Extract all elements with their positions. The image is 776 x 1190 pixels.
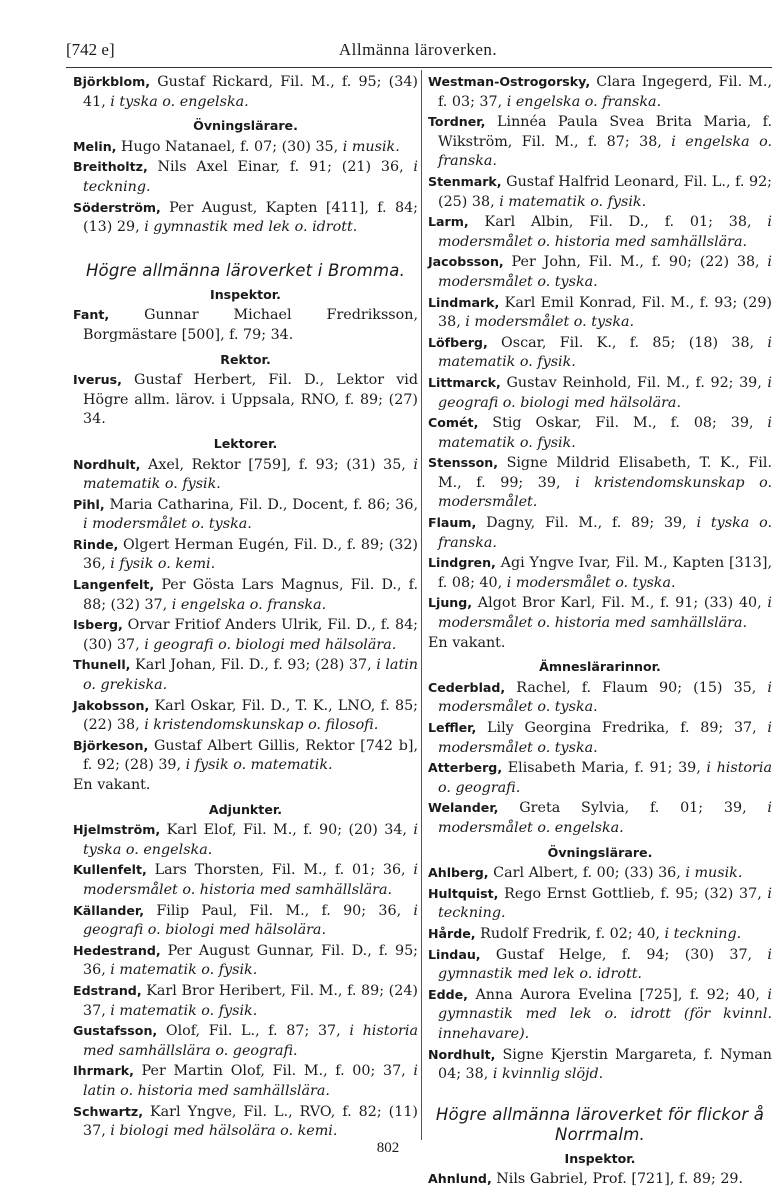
staff-entry [428, 172, 772, 212]
column-divider [421, 70, 422, 1140]
section-heading: Rektor. [220, 351, 271, 367]
staff-subjects: i kristendomskunskap o. modersmålet. [438, 474, 772, 511]
staff-entry [428, 293, 772, 333]
staff-name: Hårde, [428, 925, 476, 941]
staff-entry [428, 758, 772, 798]
staff-subjects: i musik. [685, 865, 743, 882]
running-header [66, 40, 770, 66]
staff-details: Karl Albin, Fil. D., f. 01; 38, [468, 214, 768, 231]
staff-name: Comét, [428, 415, 479, 431]
staff-name: Rinde, [73, 536, 119, 552]
staff-entry [73, 901, 418, 941]
staff-entry [428, 945, 772, 985]
staff-name: Larm, [428, 214, 469, 230]
staff-details: Karl Yngve, Fil. L., RVO, f. 82; (11) 37, [83, 1103, 418, 1140]
staff-entry [428, 252, 772, 292]
staff-name: Ljung, [428, 595, 473, 611]
staff-name: Tordner, [428, 114, 486, 130]
staff-subjects: i modersmålet o. historia med samhällslära. [438, 214, 772, 250]
staff-entry [73, 305, 418, 345]
staff-name: Edstrand, [73, 982, 142, 998]
staff-entry [428, 718, 772, 758]
staff-name: Pihl, [73, 496, 105, 512]
staff-name: Ahlberg, [428, 865, 489, 881]
staff-name: Flaum, [428, 515, 477, 531]
staff-subjects: i modersmålet o. tyska. [83, 516, 252, 533]
staff-entry [428, 1045, 772, 1085]
staff-name: Thunell, [73, 657, 131, 673]
staff-details: Anna Aurora Evelina [725], f. 92; 40, [467, 986, 768, 1003]
staff-subjects: i gymnastik med lek o. idrott (för kvinnl. innehavare). [438, 986, 772, 1042]
staff-details: Per Martin Olof, Fil. M., f. 00; 37, [133, 1063, 414, 1080]
left-column [73, 72, 418, 1142]
school-heading: Högre allmänna läroverket för flickor å Norrmalm. [435, 1104, 765, 1144]
staff-entry [73, 1061, 418, 1101]
staff-name: Edde, [428, 986, 468, 1002]
staff-name: Jacobsson, [428, 254, 504, 270]
staff-entry [73, 615, 418, 655]
staff-name: Källander, [73, 902, 145, 918]
staff-details: Lars Thorsten, Fil. M., f. 01; 36, [146, 862, 414, 879]
staff-entry [73, 72, 418, 112]
staff-details: Nils Axel Einar, f. 91; (21) 36, [147, 159, 414, 176]
staff-subjects: i modersmålet o. engelska. [438, 800, 772, 836]
staff-subjects: i tyska o. engelska. [110, 93, 249, 110]
staff-details: Karl Emil Konrad, Fil. M., f. 93; (29) 38, [438, 294, 772, 331]
staff-subjects: i fysik o. kemi. [110, 556, 216, 573]
staff-name: Melin, [73, 138, 117, 154]
staff-subjects: i modersmålet o. tyska. [438, 254, 772, 290]
staff-entry [73, 455, 418, 495]
staff-details: Gustaf Herbert, Fil. D., Lektor vid Högre allm. lärov. i Uppsala, RNO, f. 89; (27) 34. [83, 372, 418, 428]
staff-details: Linnéa Paula Svea Brita Maria, f. Wikström, Fil. M., f. 87; 38, [438, 114, 772, 150]
staff-entry [428, 678, 772, 718]
staff-entry [428, 1169, 772, 1190]
staff-name: Westman-Ostrogorsky, [428, 74, 591, 89]
staff-subjects: i modersmålet o. historia med samhällslära. [438, 595, 772, 632]
staff-subjects: i kristendomskunskap o. filosofi. [144, 717, 379, 734]
staff-details: Hugo Natanael, f. 07; (30) 35, [116, 138, 343, 155]
staff-details: Dagny, Fil. M., f. 89; 39, [476, 515, 697, 532]
staff-details: Lily Georgina Fredrika, f. 89; 37, [476, 720, 768, 736]
staff-name: Littmarck, [428, 374, 501, 390]
staff-details: Rudolf Fredrik, f. 02; 40, [475, 925, 665, 942]
staff-subjects: i historia med samhällslära o. geografi. [83, 1023, 418, 1059]
staff-subjects: i modersmålet o. tyska. [438, 679, 772, 716]
staff-details: Gustaf Halfrid Leonard, Fil. L., f. 92; (25) 38, [438, 173, 772, 210]
staff-entry [73, 198, 418, 238]
staff-entry [428, 593, 772, 633]
staff-subjects: i biologi med hälsolära o. kemi. [110, 1123, 338, 1140]
staff-subjects: i engelska o. franska. [506, 93, 662, 110]
staff-entry [428, 884, 772, 924]
school-heading: Högre allmänna läroverket i Bromma. [85, 260, 406, 280]
staff-subjects: i engelska o. franska. [438, 133, 772, 170]
staff-details: Rego Ernst Gottlieb, f. 95; (32) 37, [498, 885, 768, 902]
staff-subjects: i tyska o. engelska. [83, 822, 418, 858]
staff-name: Kullenfelt, [73, 862, 147, 878]
staff-details: Oscar, Fil. K., f. 85; (18) 38, [487, 334, 768, 351]
staff-details: Signe Mildrid Elisabeth, T. K., Fil. M., f. 99; 39, [438, 455, 772, 491]
staff-entry [428, 798, 772, 838]
staff-entry [73, 137, 418, 158]
staff-subjects: i teckning. [83, 159, 418, 195]
section-heading: Övningslärare. [193, 118, 298, 134]
staff-entry [73, 1021, 418, 1061]
staff-details: Algot Bror Karl, Fil. M., f. 91; (33) 40, [472, 595, 768, 612]
staff-details: Karl Bror Heribert, Fil. M., f. 89; (24) 37, [83, 982, 418, 1019]
staff-name: Cederblad, [428, 679, 506, 695]
staff-entry [73, 495, 418, 535]
staff-name: Hedestrand, [73, 942, 161, 958]
staff-name: Iverus, [73, 372, 122, 388]
section-heading: Inspektor. [210, 286, 281, 302]
staff-subjects: i matematik o. fysik. [438, 334, 772, 371]
staff-details: Gustav Reinhold, Fil. M., f. 92; 39, [500, 374, 768, 391]
staff-entry [73, 535, 418, 575]
staff-subjects: i modersmålet o. historia med samhällslära. [83, 862, 418, 898]
staff-subjects: i geografi o. biologi med hälsolära. [438, 374, 772, 411]
staff-subjects: i latin o. grekiska. [83, 657, 418, 694]
staff-name: Jakobsson, [73, 697, 150, 713]
staff-name: Isberg, [73, 617, 123, 633]
staff-entry [428, 212, 772, 252]
staff-name: Stensson, [428, 455, 498, 471]
staff-details: Filip Paul, Fil. M., f. 90; 36, [144, 902, 414, 919]
staff-subjects: i gymnastik med lek o. idrott. [144, 219, 358, 236]
staff-details: Greta Sylvia, f. 01; 39, [498, 800, 768, 817]
staff-details: Karl Johan, Fil. D., f. 93; (28) 37, [130, 657, 377, 674]
staff-details: Clara Ingegerd, Fil. M., f. 03; 37, [438, 74, 772, 110]
staff-details: Olgert Herman Eugén, Fil. D., f. 89; (32) 36, [83, 536, 418, 573]
staff-name: Björkblom, [73, 74, 151, 89]
section-heading: Ämneslärarinnor. [539, 659, 661, 675]
staff-subjects: i matematik o. fysik. [499, 193, 647, 210]
staff-entry [428, 924, 772, 945]
staff-details: Agi Yngve Ivar, Fil. M., Kapten [313], f. 08; 40, [438, 555, 772, 591]
staff-name: Lindau, [428, 946, 481, 962]
staff-details: Per August, Kapten [411], f. 84; (13) 29, [83, 199, 418, 236]
staff-entry [428, 553, 772, 593]
staff-subjects: i matematik o. fysik. [110, 962, 258, 979]
staff-details: Elisabeth Maria, f. 91; 39, [502, 760, 707, 777]
staff-name: Leffler, [428, 720, 477, 735]
staff-name: Welander, [428, 800, 499, 816]
staff-subjects: i fysik o. matematik. [185, 757, 333, 774]
staff-subjects: i modersmålet o. tyska. [465, 314, 635, 331]
staff-details: Gunnar Michael Fredriksson, Borgmästare [500], f. 79; 34. [83, 307, 418, 343]
staff-entry [73, 1102, 418, 1142]
section-heading: Adjunkter. [208, 801, 283, 817]
staff-name: Nordhult, [73, 456, 141, 472]
vacancy-note: En vakant. [73, 777, 151, 793]
staff-entry [428, 333, 772, 373]
staff-subjects: i engelska o. franska. [171, 596, 327, 613]
staff-entry [73, 370, 418, 430]
staff-subjects: i teckning. [438, 885, 772, 922]
staff-details: Karl Oskar, Fil. D., T. K., LNO, f. 85; (22) 38, [83, 697, 418, 734]
staff-entry [428, 513, 772, 553]
staff-entry [428, 373, 772, 413]
staff-entry [73, 820, 418, 860]
staff-details: Olof, Fil. L., f. 87; 37, [157, 1023, 350, 1040]
staff-name: Breitholtz, [73, 159, 148, 175]
staff-subjects: i modersmålet o. tyska. [506, 574, 676, 591]
staff-subjects: i tyska o. franska. [438, 515, 772, 551]
staff-name: Atterberg, [428, 760, 503, 776]
right-column [428, 72, 772, 1190]
staff-name: Björkeson, [73, 737, 149, 753]
staff-subjects: i modersmålet o. tyska. [438, 720, 772, 756]
staff-name: Gustafsson, [73, 1023, 158, 1039]
staff-subjects: i latin o. historia med samhällslära. [83, 1063, 418, 1099]
staff-entry [73, 981, 418, 1021]
staff-entry [428, 413, 772, 453]
staff-name: Ahnlund, [428, 1171, 492, 1187]
staff-details: Per Gösta Lars Magnus, Fil. D., f. 88; (32) 37, [83, 577, 418, 613]
staff-details: Per August Gunnar, Fil. D., f. 95; 36, [83, 942, 418, 979]
staff-subjects: i musik. [342, 138, 400, 155]
staff-details: Axel, Rektor [759], f. 93; (31) 35, [140, 456, 414, 473]
staff-name: Lindmark, [428, 294, 500, 310]
header-rule [66, 67, 772, 68]
staff-details: Orvar Fritiof Anders Ulrik, Fil. D., f. 84; (30) 37, [83, 617, 418, 653]
page-reference: [742 e] [66, 40, 115, 59]
staff-name: Nordhult, [428, 1046, 496, 1062]
staff-subjects: i kvinnlig slöjd. [492, 1066, 604, 1083]
staff-subjects: i geografi o. biologi med hälsolära. [83, 902, 418, 939]
staff-name: Langenfelt, [73, 577, 155, 593]
section-heading: Övningslärare. [547, 844, 653, 860]
staff-entry [428, 72, 772, 112]
staff-entry [73, 696, 418, 736]
staff-subjects: i gymnastik med lek o. idrott. [438, 946, 772, 983]
staff-details: Maria Catharina, Fil. D., Docent, f. 86; 36, [104, 496, 418, 513]
staff-details: Nils Gabriel, Prof. [721], f. 89; 29. [491, 1171, 744, 1188]
page-number: 802 [376, 1140, 400, 1156]
staff-details: Per John, Fil. M., f. 90; (22) 38, [503, 254, 768, 271]
section-heading: Lektorer. [213, 435, 278, 451]
staff-entry [428, 863, 772, 884]
staff-name: Löfberg, [428, 334, 488, 350]
staff-subjects: i matematik o. fysik. [438, 415, 772, 451]
staff-name: Söderström, [73, 199, 161, 215]
staff-name: Ihrmark, [73, 1063, 134, 1079]
staff-entry [428, 985, 772, 1045]
staff-details: Gustaf Rickard, Fil. M., f. 95; (34) 41, [83, 74, 418, 110]
staff-name: Hjelmström, [73, 822, 161, 838]
staff-name: Fant, [73, 307, 110, 323]
staff-subjects: i matematik o. fysik. [110, 1002, 258, 1019]
staff-subjects: i matematik o. fysik. [83, 456, 418, 493]
staff-subjects: i teckning. [664, 925, 742, 942]
staff-details: Carl Albert, f. 00; (33) 36, [488, 865, 686, 882]
staff-name: Schwartz, [73, 1103, 143, 1119]
staff-entry [73, 575, 418, 615]
staff-name: Stenmark, [428, 173, 502, 189]
running-title: Allmänna läroverken. [338, 40, 498, 59]
staff-details: Rachel, f. Flaum 90; (15) 35, [505, 679, 768, 696]
staff-entry [73, 655, 418, 695]
staff-entry [428, 112, 772, 172]
staff-subjects: i historia o. geografi. [438, 760, 772, 796]
staff-subjects: i geografi o. biologi med hälsolära. [144, 636, 397, 653]
staff-details: Karl Elof, Fil. M., f. 90; (20) 34, [160, 822, 414, 839]
staff-entry [73, 736, 418, 776]
staff-details: Gustaf Albert Gillis, Rektor [742 b], f. 92; (28) 39, [83, 737, 418, 774]
staff-entry [428, 453, 772, 513]
staff-name: Lindgren, [428, 555, 496, 571]
staff-details: Stig Oskar, Fil. M., f. 08; 39, [478, 415, 768, 432]
staff-entry [73, 941, 418, 981]
vacancy-note: En vakant. [428, 634, 506, 651]
staff-details: Signe Kjerstin Margareta, f. Nyman 04; 38, [438, 1046, 772, 1083]
staff-entry [73, 860, 418, 900]
staff-entry [73, 157, 418, 197]
staff-name: Hultquist, [428, 885, 499, 901]
staff-details: Gustaf Helge, f. 94; (30) 37, [480, 946, 768, 963]
section-heading: Inspektor. [564, 1150, 636, 1166]
